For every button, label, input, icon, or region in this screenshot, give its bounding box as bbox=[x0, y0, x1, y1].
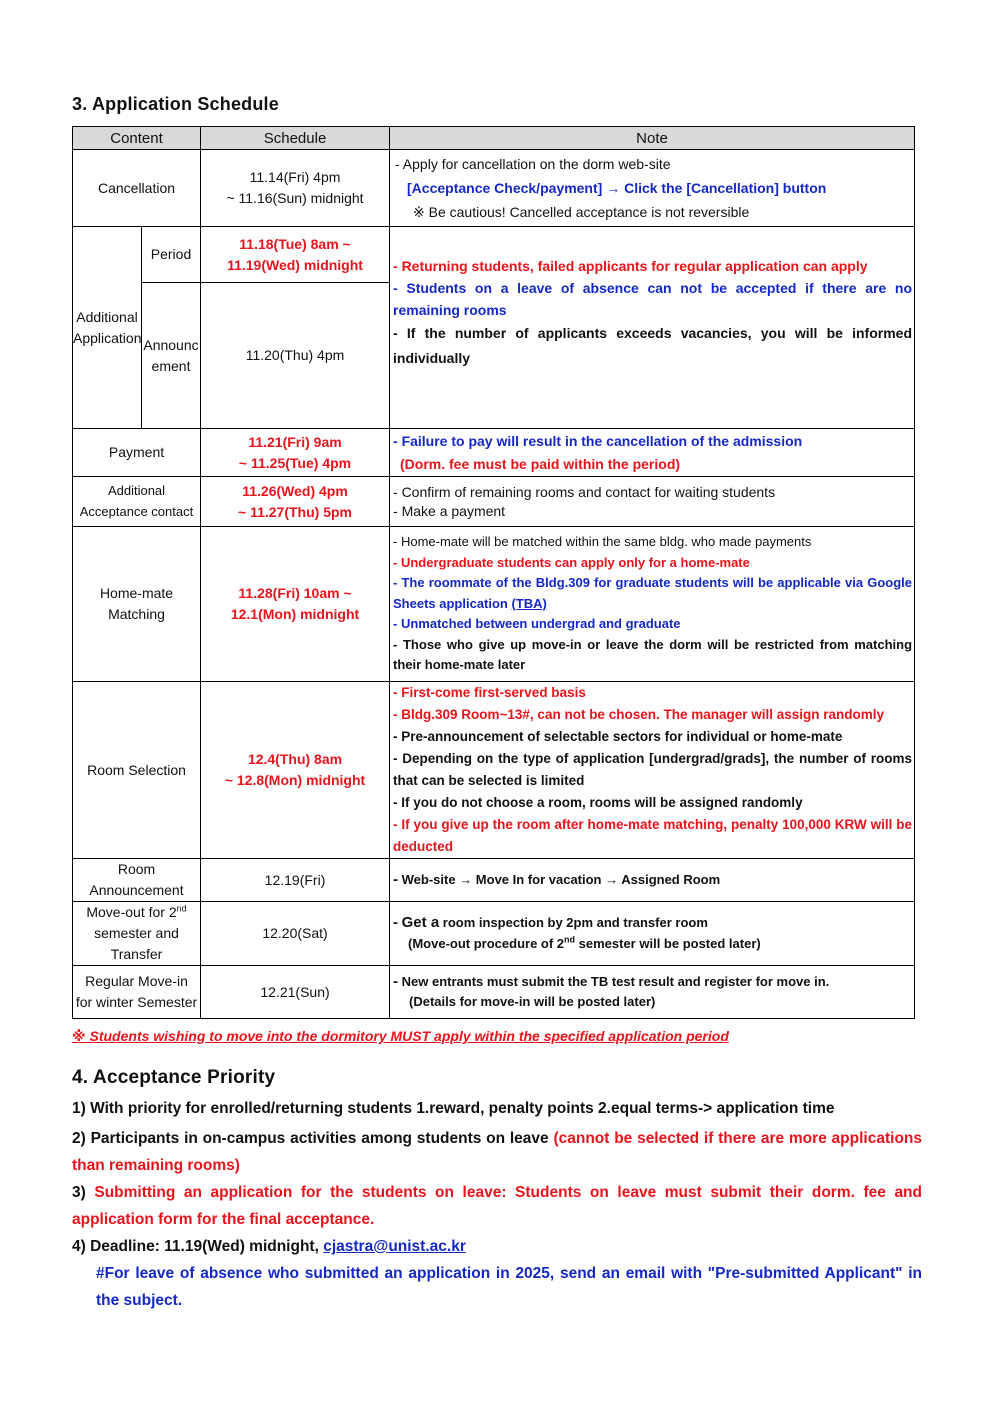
note-line: - If the number of applicants exceeds vacancies, you will be informed individually bbox=[393, 324, 913, 366]
row-schedule-announcement: 11.20(Thu) 4pm bbox=[201, 283, 390, 429]
row-content-room-selection: Room Selection bbox=[73, 682, 201, 859]
content-line: ement bbox=[151, 357, 191, 374]
row-note-room-announcement bbox=[390, 859, 915, 902]
row-note-acceptance-contact bbox=[390, 477, 915, 527]
priority-item-4 bbox=[72, 1233, 922, 1260]
note-line: - Bldg.309 Room~13#, can not be chosen. The manager will assign randomly bbox=[393, 707, 885, 722]
table-row bbox=[73, 682, 915, 859]
schedule-line: 12.1(Mon) midnight bbox=[230, 606, 360, 622]
note-line bbox=[393, 573, 912, 614]
priority-list bbox=[72, 1095, 922, 1314]
row-note-payment bbox=[390, 429, 915, 477]
table-row bbox=[73, 429, 915, 477]
row-schedule-payment bbox=[201, 429, 390, 477]
content-line: Additional bbox=[107, 483, 166, 498]
row-schedule-room-announcement: 12.19(Fri) bbox=[201, 859, 390, 902]
superscript: nd bbox=[176, 903, 187, 914]
priority-text-red: Submitting an application for the students on leave: Students on leave must submit their dorm. fee and application form for the final acceptance. bbox=[72, 1184, 922, 1228]
row-schedule-acceptance-contact bbox=[201, 477, 390, 527]
content-line: semester and bbox=[94, 925, 179, 941]
note-line: - Failure to pay will result in the cancellation of the admission bbox=[393, 432, 803, 449]
row-note-room-selection bbox=[390, 682, 915, 859]
row-note-additional bbox=[390, 227, 915, 429]
row-content-regular-movein bbox=[73, 966, 201, 1019]
table-row bbox=[73, 859, 915, 902]
row-content-room-announcement bbox=[73, 859, 201, 902]
note-line bbox=[393, 913, 912, 934]
header-note: Note bbox=[390, 127, 915, 150]
note-line: [Acceptance Check/payment] → Click the [Cancellation] button bbox=[407, 180, 827, 196]
note-text: Get a bbox=[401, 914, 440, 931]
schedule-line: ~ 12.8(Mon) midnight bbox=[224, 772, 366, 788]
row-content-moveout bbox=[73, 902, 201, 966]
row-content-payment: Payment bbox=[73, 429, 201, 477]
priority-item-3 bbox=[72, 1179, 922, 1233]
row-schedule-cancellation bbox=[201, 150, 390, 227]
table-row bbox=[73, 150, 915, 227]
priority-note-text: #For leave of absence who submitted an application in 2025, send an email with "Pre-submitted Applicant" in the subject. bbox=[96, 1265, 922, 1309]
content-line: Announc bbox=[143, 336, 199, 353]
row-sub-announcement bbox=[142, 283, 201, 429]
section-3-title: 3. Application Schedule bbox=[72, 94, 279, 114]
content-line: for winter Semester bbox=[75, 994, 198, 1010]
schedule-line: ~ 11.16(Sun) midnight bbox=[226, 190, 364, 206]
table-row bbox=[73, 477, 915, 527]
note-line: - Unmatched between undergrad and graduate bbox=[393, 616, 681, 632]
schedule-line: 11.28(Fri) 10am ~ bbox=[238, 585, 352, 601]
note-line: - Those who give up move-in or leave the dorm will be restricted from matching their home-mate later bbox=[393, 636, 913, 673]
note-line: - Undergraduate students can apply only for a home-mate bbox=[393, 554, 750, 570]
schedule-line: 11.26(Wed) 4pm bbox=[242, 482, 348, 499]
schedule-line: 11.21(Fri) 9am bbox=[248, 433, 342, 450]
priority-text: 4) Deadline: 11.19(Wed) midnight, bbox=[72, 1238, 319, 1255]
content-line: Matching bbox=[108, 606, 165, 622]
row-schedule-room-selection bbox=[201, 682, 390, 859]
note-text: room inspection by 2pm and transfer room bbox=[442, 915, 708, 930]
row-sub-period: Period bbox=[142, 227, 201, 283]
content-line: Application bbox=[73, 329, 142, 346]
content-line: Home-mate bbox=[99, 585, 174, 601]
row-content-acceptance-contact bbox=[73, 477, 201, 527]
schedule-line: 11.18(Tue) 8am ~ bbox=[239, 235, 351, 252]
content-line: Room bbox=[117, 861, 156, 877]
note-line: - Pre-announcement of selectable sectors for individual or home-mate bbox=[393, 729, 843, 744]
table-row bbox=[73, 902, 915, 966]
note-line bbox=[393, 972, 912, 993]
row-note-cancellation bbox=[390, 150, 915, 227]
content-line: Acceptance contact bbox=[79, 503, 194, 519]
schedule-line: ~ 11.25(Tue) 4pm bbox=[238, 454, 352, 471]
note-line: ※ Be cautious! Cancelled acceptance is not reversible bbox=[413, 204, 750, 220]
note-line: (Dorm. fee must be paid within the period) bbox=[400, 455, 681, 472]
schedule-line: 11.19(Wed) midnight bbox=[227, 256, 363, 273]
note-dash: - bbox=[393, 972, 399, 990]
note-line: - Students on a leave of absence can not be accepted if there are no remaining rooms bbox=[393, 279, 913, 318]
priority-text: 2) Participants in on-campus activities among students on leave bbox=[72, 1130, 549, 1147]
note-text: (Move-out procedure of 2 bbox=[408, 935, 565, 951]
section-4-title: 4. Acceptance Priority bbox=[72, 1067, 276, 1088]
header-schedule: Schedule bbox=[201, 127, 390, 150]
schedule-line: ~ 11.27(Thu) 5pm bbox=[238, 503, 352, 520]
priority-note bbox=[72, 1260, 922, 1314]
row-note-moveout bbox=[390, 902, 915, 966]
note-line: - Returning students, failed applicants for regular application can apply bbox=[393, 257, 868, 274]
note-line bbox=[393, 870, 912, 891]
tba-link: (TBA) bbox=[511, 595, 547, 611]
row-note-regular-movein bbox=[390, 966, 915, 1019]
row-content-additional bbox=[73, 227, 142, 429]
note-line: - First-come first-served basis bbox=[393, 685, 586, 700]
content-line: Regular Move-in bbox=[85, 973, 188, 989]
row-schedule-period bbox=[201, 227, 390, 283]
note-text: semester will be posted later) bbox=[575, 935, 761, 951]
priority-item-1: 1) With priority for enrolled/returning students 1.reward, penalty points 2.equal terms-> application time bbox=[72, 1100, 835, 1117]
note-line: - If you give up the room after home-mate matching, penalty 100,000 KRW will be deducted bbox=[393, 817, 913, 854]
content-text: Move-out for 2 bbox=[86, 904, 177, 920]
row-schedule-regular-movein: 12.21(Sun) bbox=[201, 966, 390, 1019]
priority-number: 3) bbox=[72, 1184, 86, 1201]
note-line: - Make a payment bbox=[393, 502, 506, 519]
note-text: Web-site → Move In for vacation → Assigned Room bbox=[401, 871, 721, 887]
row-schedule-moveout: 12.20(Sat) bbox=[201, 902, 390, 966]
table-header-row bbox=[73, 127, 915, 150]
note-line: - Home-mate will be matched within the same bldg. who made payments bbox=[393, 534, 812, 550]
row-content-homemate bbox=[73, 527, 201, 682]
note-dash: - bbox=[393, 914, 399, 931]
table-row bbox=[73, 227, 915, 283]
schedule-table bbox=[72, 126, 915, 1019]
row-note-homemate bbox=[390, 527, 915, 682]
content-line: Additional bbox=[76, 308, 138, 325]
priority-item-2 bbox=[72, 1125, 922, 1179]
note-text: New entrants must submit the TB test result and register for move in. bbox=[401, 973, 830, 989]
header-content: Content bbox=[73, 127, 201, 150]
table-row bbox=[73, 966, 915, 1019]
note-line: (Details for move-in will be posted later) bbox=[409, 994, 656, 1009]
note-line bbox=[393, 934, 912, 955]
note-text: - The roommate of the Bldg.309 for graduate students will be applicable via Google Sheets application bbox=[393, 575, 913, 611]
note-dash: - bbox=[393, 870, 399, 888]
schedule-line: 12.4(Thu) 8am bbox=[247, 751, 343, 767]
content-line bbox=[73, 902, 200, 923]
superscript: nd bbox=[564, 934, 576, 945]
dormitory-warning: ※ Students wishing to move into the dormitory MUST apply within the specified application period bbox=[72, 1028, 729, 1044]
table-row bbox=[73, 527, 915, 682]
priority-text-red: (cannot be selected if there are more applications than remaining rooms) bbox=[72, 1130, 922, 1174]
content-line: Announcement bbox=[89, 882, 184, 898]
note-line: - Depending on the type of application [undergrad/grads], the number of rooms that can be selected is limited bbox=[393, 751, 913, 788]
note-line: - Confirm of remaining rooms and contact for waiting students bbox=[393, 483, 776, 500]
row-content-cancellation: Cancellation bbox=[73, 150, 201, 227]
note-line: - If you do not choose a room, rooms will be assigned randomly bbox=[393, 795, 803, 810]
note-line: - Apply for cancellation on the dorm web-site bbox=[395, 156, 671, 172]
content-line: Transfer bbox=[110, 946, 163, 962]
row-schedule-homemate bbox=[201, 527, 390, 682]
email-link[interactable]: cjastra@unist.ac.kr bbox=[323, 1238, 466, 1255]
schedule-line: 11.14(Fri) 4pm bbox=[249, 169, 341, 185]
